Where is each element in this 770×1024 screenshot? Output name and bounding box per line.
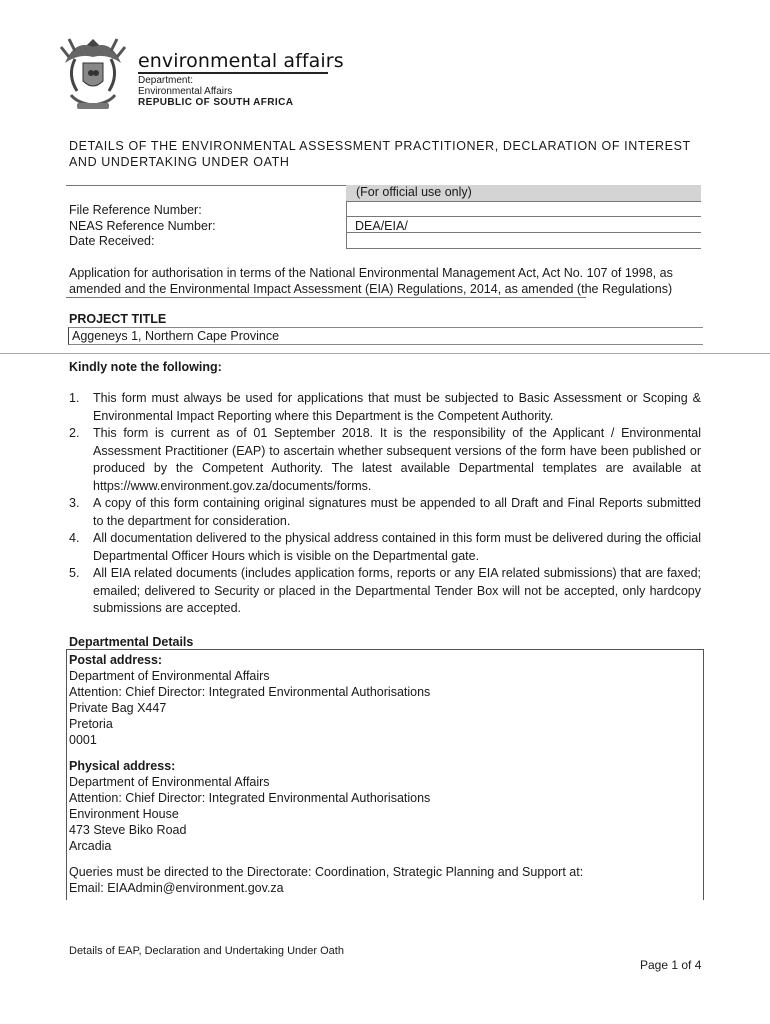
note-text: This form must always be used for applications that must be subjected to Basic Assessment or Scoping & Environmental Impact Reporting where this Department is the Competent Authority. — [93, 391, 701, 423]
postal-line: Pretoria — [69, 717, 113, 731]
queries-text: Queries must be directed to the Directorate: Coordination, Strategic Planning and Support at: — [69, 865, 584, 879]
email-text[interactable]: Email: EIAAdmin@environment.gov.za — [69, 881, 284, 895]
project-title-box — [68, 327, 703, 345]
divider — [66, 185, 346, 186]
note-number: 1. — [69, 391, 80, 405]
note-number: 2. — [69, 426, 80, 440]
note-number: 4. — [69, 531, 80, 545]
org-title-rule — [138, 72, 328, 74]
physical-line: 473 Steve Biko Road — [69, 823, 187, 837]
project-title-value: Aggeneys 1, Northern Cape Province — [72, 329, 280, 343]
file-reference-label: File Reference Number: — [69, 203, 202, 217]
divider — [346, 216, 701, 217]
physical-line: Arcadia — [69, 839, 112, 853]
divider — [0, 353, 770, 354]
neas-reference-value: DEA/EIA/ — [355, 219, 408, 233]
physical-line: Department of Environmental Affairs — [69, 775, 270, 789]
note-item — [69, 425, 701, 495]
postal-line: Attention: Chief Director: Integrated Environmental Authorisations — [69, 685, 431, 699]
page-number: Page 1 of 4 — [640, 958, 702, 972]
divider — [346, 248, 701, 249]
divider — [346, 201, 701, 202]
postal-line: Private Bag X447 — [69, 701, 167, 715]
reference-labels — [69, 203, 216, 250]
note-number: 5. — [69, 566, 80, 580]
note-text: This form is current as of 01 September 2018. It is the responsibility of the Applicant / Environmental Assessment Practitioner (EAP) to ascertain whether subsequent versions of the form have been published or produced by the Competent Authority. The latest available Departmental templates are available at https://www.environment.gov.za/documents/forms. — [93, 426, 701, 493]
neas-reference-label: NEAS Reference Number: — [69, 218, 216, 233]
note-number: 3. — [69, 496, 80, 510]
date-received-label: Date Received: — [69, 234, 155, 248]
note-item — [69, 565, 701, 618]
notes-list — [69, 390, 701, 618]
project-title-label: PROJECT TITLE — [69, 312, 167, 326]
note-item — [69, 495, 701, 530]
physical-address-label: Physical address: — [69, 759, 176, 773]
physical-line: Attention: Chief Director: Integrated Environmental Authorisations — [69, 791, 431, 805]
dept-line: Environmental Affairs — [138, 86, 233, 97]
kindly-note-heading: Kindly note the following: — [69, 360, 222, 374]
postal-line: Department of Environmental Affairs — [69, 669, 270, 683]
note-item — [69, 530, 701, 565]
official-use-header — [346, 185, 701, 201]
org-department-block — [138, 75, 293, 108]
departmental-details-heading: Departmental Details — [69, 635, 194, 649]
physical-line: Environment House — [69, 807, 179, 821]
coat-of-arms-icon — [55, 33, 131, 113]
note-item — [69, 390, 701, 425]
postal-line: 0001 — [69, 733, 97, 747]
postal-address-label: Postal address: — [69, 653, 163, 667]
dept-line: Department: — [138, 75, 194, 86]
org-title: environmental affairs — [138, 50, 344, 72]
dept-line-country: REPUBLIC OF SOUTH AFRICA — [138, 97, 294, 108]
official-use-label: (For official use only) — [356, 185, 472, 199]
divider — [346, 201, 347, 249]
application-text: Application for authorisation in terms of the National Environmental Management Act, Act No. 107 of 1998, as amended and the Environmental Impact Assessment (EIA) Regulations, 2014, as amended (the Regulations) — [69, 266, 673, 296]
document-title: DETAILS OF THE ENVIRONMENTAL ASSESSMENT PRACTITIONER, DECLARATION OF INTEREST AND UNDERTAKING UNDER OATH — [69, 139, 691, 169]
note-text: All documentation delivered to the physical address contained in this form must be delivered during the official Departmental Officer Hours which is visible on the Departmental gate. — [93, 531, 701, 563]
departmental-details-body — [69, 652, 583, 896]
note-text: All EIA related documents (includes application forms, reports or any EIA related submissions) that are faxed; emailed; delivered to Security or placed in the Departmental Tender Box will not be accepted, only hardcopy submissions are accepted. — [93, 566, 701, 615]
footer-document-name: Details of EAP, Declaration and Undertaking Under Oath — [69, 945, 344, 957]
divider — [66, 297, 586, 298]
note-text: A copy of this form containing original signatures must be appended to all Draft and Final Reports submitted to the department for consideration. — [93, 496, 701, 528]
